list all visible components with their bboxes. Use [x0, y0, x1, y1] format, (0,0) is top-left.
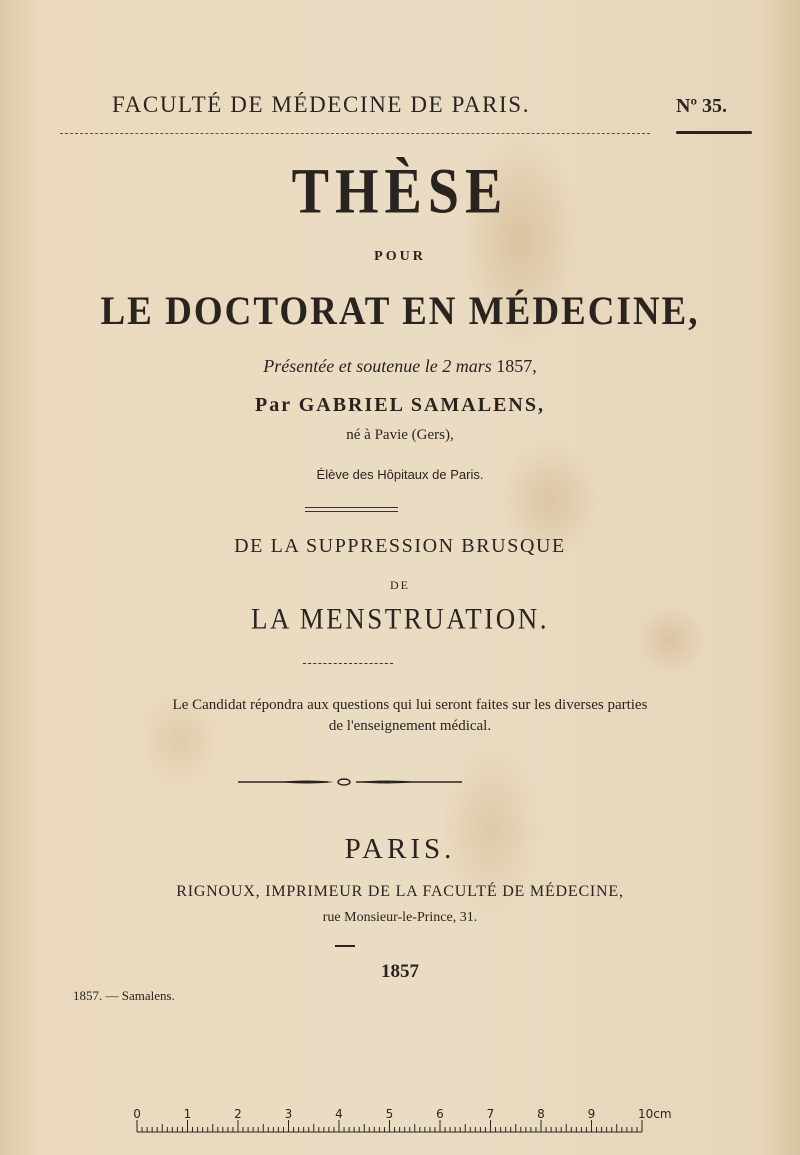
scale-ruler [133, 1107, 672, 1138]
ruler-label: 6 [436, 1107, 444, 1121]
ruler-label: 7 [486, 1107, 495, 1121]
ruler-label: 0 [133, 1107, 141, 1121]
doctorate-title: LE DOCTORAT EN MÉDECINE, [100, 288, 700, 335]
candidate-notice-line-2: de l'enseignement médical. [328, 718, 492, 734]
number-rule [676, 131, 752, 134]
subject-de: DE [390, 578, 410, 592]
ruler-label: 9 [587, 1107, 596, 1121]
ornament-divider [238, 774, 462, 790]
ruler-label: 5 [385, 1107, 394, 1121]
faculty-header: FACULTÉ DE MÉDECINE DE PARIS. [112, 92, 531, 117]
imprint-city: PARIS. [344, 833, 456, 865]
candidate-notice [60, 695, 760, 737]
presentation-line [0, 356, 800, 377]
short-rule [335, 945, 355, 947]
subject-line-1: DE LA SUPPRESSION BRUSQUE [234, 535, 566, 557]
ruler-end-label: 10cm [638, 1107, 672, 1121]
student-status: Élève des Hôpitaux de Paris. [316, 467, 484, 482]
imprint-printer: RIGNOUX, IMPRIMEUR DE LA FACULTÉ DE MÉDECINE, [176, 883, 624, 900]
author-line: Par GABRIEL SAMALENS, [254, 394, 545, 416]
presentation-text: Présentée et soutenue le 2 mars [263, 356, 492, 376]
imprint-address: rue Monsieur-le-Prince, 31. [322, 910, 478, 925]
subject-line-2: LA MENSTRUATION. [250, 602, 549, 636]
ruler-label: 4 [335, 1107, 343, 1121]
thesis-title: THÈSE [291, 156, 509, 228]
double-rule [305, 507, 398, 512]
title-pour: POUR [374, 249, 426, 264]
ruler-label: 3 [284, 1107, 293, 1121]
ruler-label: 8 [537, 1107, 545, 1121]
ruler-label: 1 [183, 1107, 192, 1121]
header-rule [60, 133, 650, 134]
ruler-label: 2 [234, 1107, 242, 1121]
candidate-notice-line-1: Le Candidat répondra aux questions qui lui seront faites sur les diverses parties [172, 697, 648, 713]
thesis-number: Nº 35. [676, 95, 728, 117]
imprint-year: 1857 [381, 961, 419, 982]
birthplace-line: né à Pavie (Gers), [346, 427, 454, 443]
thin-rule [303, 663, 393, 664]
presentation-year: 1857, [496, 356, 537, 376]
page-signature: 1857. — Samalens. [73, 988, 175, 1003]
